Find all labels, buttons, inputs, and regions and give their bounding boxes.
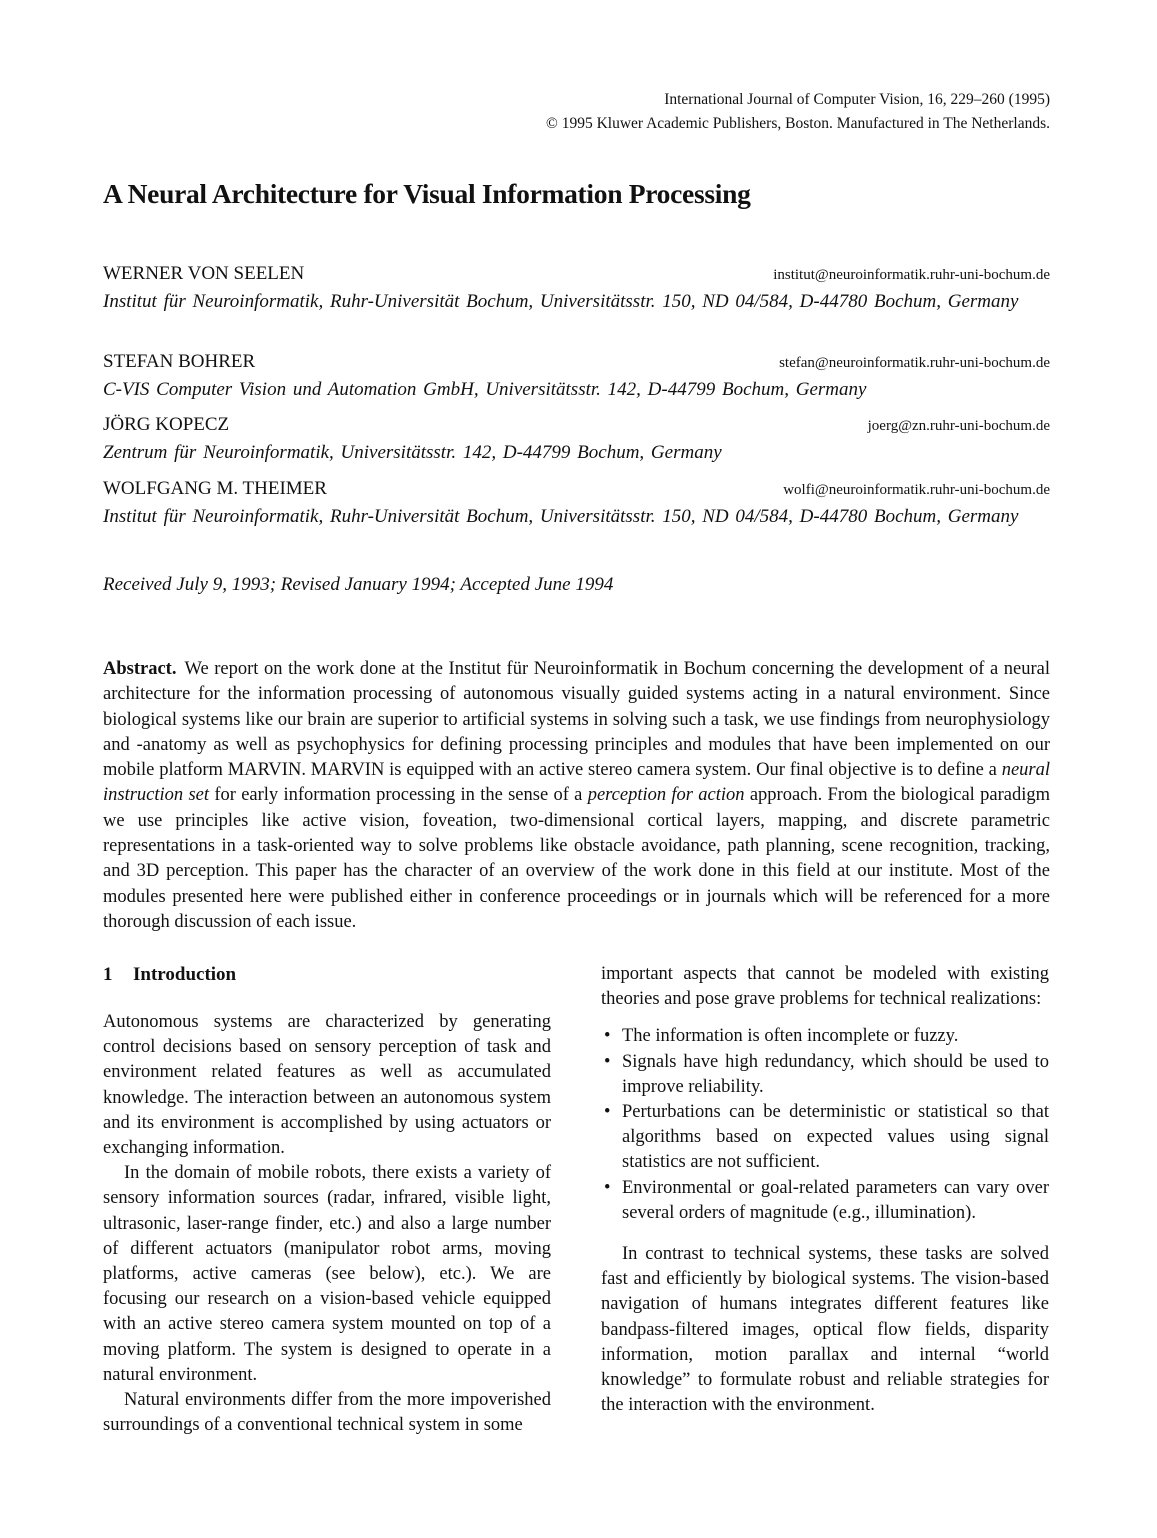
author-block <box>103 475 1050 530</box>
section-heading <box>103 962 551 987</box>
intro-paragraph: In contrast to technical systems, these tasks are solved fast and efficiently by biological systems. The vision-based navigation of humans integrates different features like bandpass-filtered images, optical flow fields, disparity information, motion parallax and internal “world knowledge” to formulate robust and reliable strategies for the interaction with the environment. <box>601 1244 1049 1416</box>
intro-paragraph <box>103 1388 551 1438</box>
author-block <box>103 260 1050 315</box>
author-name: WOLFGANG M. THEIMER <box>103 478 327 499</box>
intro-paragraph: In the domain of mobile robots, there exists a variety of sensory information sources (radar, infrared, visible light, ultrasonic, laser-range finder, etc.) and also a large number of different actuators (manipulator robot arms, moving platforms, active cameras (see below), etc.). We are focusing our research on a vision-based vehicle equipped with an active stereo camera system mounted on top of a moving platform. The system is designed to operate in a natural environment. <box>103 1163 551 1385</box>
author-email[interactable]: institut@neuroinformatik.ruhr-uni-bochum.de <box>773 267 1050 283</box>
intro-paragraph-text: Natural environments differ from the more impoverished surroundings of a conventional technical system in some <box>103 1390 551 1436</box>
author-block <box>103 411 1050 466</box>
journal-header <box>546 88 1050 136</box>
author-affiliation: Institut für Neuroinformatik, Ruhr-Universität Bochum, Universitätsstr. 150, ND 04/584, D-44780 Bochum, Germany <box>103 506 1019 527</box>
bullet-item: • Signals have high redundancy, which should be used to improve reliability. <box>601 1050 1049 1100</box>
journal-citation: International Journal of Computer Vision, 16, 229–260 (1995) <box>664 91 1050 108</box>
bullet-item: • Perturbations can be deterministic or statistical so that algorithms based on expected values using signal statistics are not sufficient. <box>601 1100 1049 1176</box>
copyright-notice: © 1995 Kluwer Academic Publishers, Boston. Manufactured in The Netherlands. <box>546 115 1050 132</box>
section-number: 1 <box>103 964 113 985</box>
section-title: Introduction <box>133 964 237 985</box>
author-block <box>103 348 1050 403</box>
author-affiliation: C-VIS Computer Vision und Automation GmbH, Universitätsstr. 142, D-44799 Bochum, Germany <box>103 379 867 400</box>
abstract <box>103 657 1050 935</box>
author-name: WERNER VON SEELEN <box>103 263 305 284</box>
received-dates: Received July 9, 1993; Revised January 1994; Accepted June 1994 <box>103 574 614 595</box>
author-email[interactable]: joerg@zn.ruhr-uni-bochum.de <box>867 418 1050 434</box>
author-name: JÖRG KOPECZ <box>103 414 230 435</box>
author-affiliation: Institut für Neuroinformatik, Ruhr-Universität Bochum, Universitätsstr. 150, ND 04/584, D-44780 Bochum, Germany <box>103 291 1019 312</box>
abstract-emphasis: neural instruction set <box>103 760 1050 806</box>
author-affiliation: Zentrum für Neuroinformatik, Universitätsstr. 142, D-44799 Bochum, Germany <box>103 442 722 463</box>
bullet-item: • Environmental or goal-related parameters can vary over several orders of magnitude (e.g., illumination). <box>601 1176 1049 1226</box>
left-column <box>103 962 551 1438</box>
right-column <box>601 962 1049 1418</box>
abstract-text: We report on the work done at the Institut für Neuroinformatik in Bochum concerning the development of a neural architecture for the information processing of autonomous visually guided systems acting in a natural environment. Since biological systems like our brain are superior to artificial systems in solving such a task, we use findings from neurophysiology and -anatomy as well as psychophysics for defining processing principles and modules that have been implemented on our mobile platform MARVIN. MARVIN is equipped with an active stereo camera system. Our final objective is to define a <box>103 659 1050 781</box>
paper-title: A Neural Architecture for Visual Information Processing <box>103 178 751 209</box>
bullet-list <box>601 1024 1049 1226</box>
author-name: STEFAN BOHRER <box>103 351 256 372</box>
abstract-label: Abstract. <box>103 659 177 679</box>
abstract-text: approach. From the biological paradigm we use principles like active vision, foveation, two-dimensional cortical layers, mapping, and discrete parametric representations in a task-oriented way to solve problems like obstacle avoidance, path planning, scene recognition, tracking, and 3D perception. This paper has the character of an overview of the work done in this field at our institute. Most of the modules presented here were published either in conference proceedings or in journals which will be referenced for a more thorough discussion of each issue. <box>103 785 1050 932</box>
intro-paragraph-continued: important aspects that cannot be modeled with existing theories and pose grave problems for technical realizations: <box>601 964 1049 1010</box>
author-email[interactable]: stefan@neuroinformatik.ruhr-uni-bochum.de <box>779 355 1050 371</box>
author-email[interactable]: wolfi@neuroinformatik.ruhr-uni-bochum.de <box>783 482 1050 498</box>
abstract-emphasis: perception for action <box>587 785 745 806</box>
abstract-text: for early information processing in the sense of a <box>209 785 588 806</box>
intro-paragraph: Autonomous systems are characterized by generating control decisions based on sensory perception of task and environment related features as well as accumulated knowledge. The interaction between an autonomous system and its environment is accomplished by using actuators or exchanging information. <box>103 1012 551 1159</box>
bullet-item: • The information is often incomplete or fuzzy. <box>601 1024 1049 1049</box>
